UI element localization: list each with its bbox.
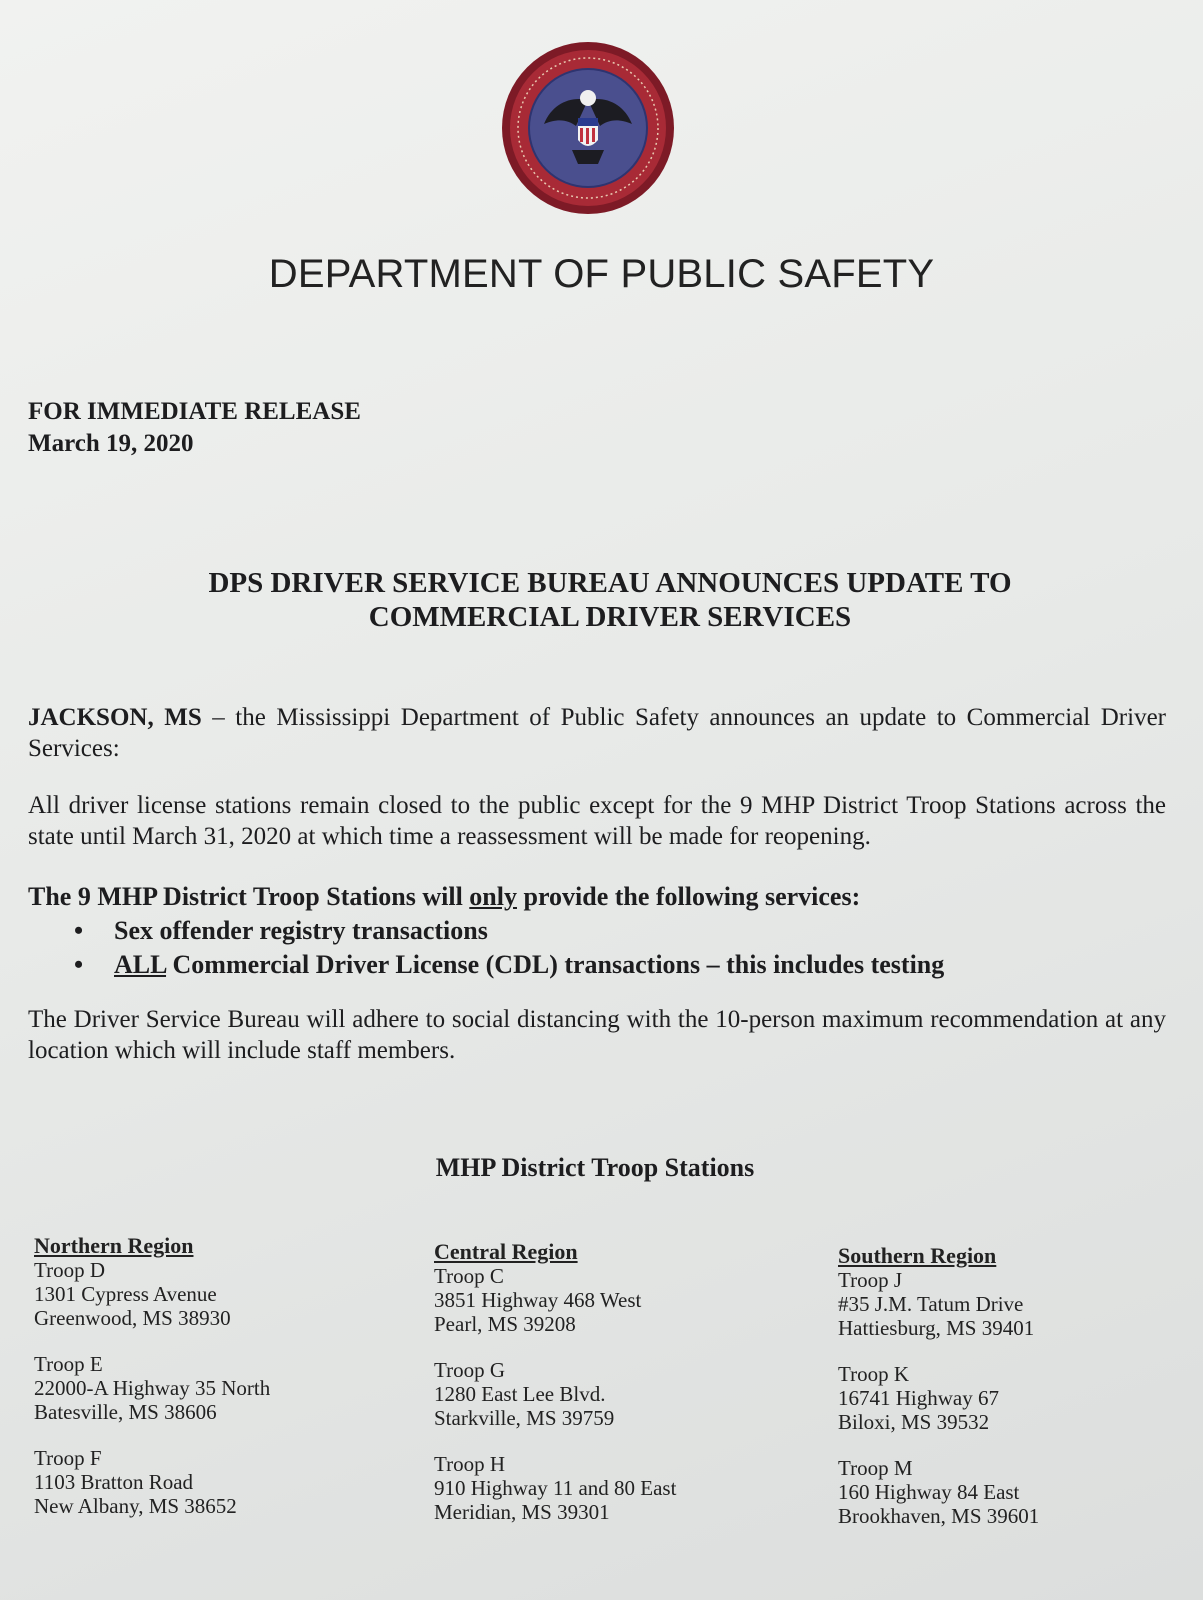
services-lead-emphasis: only bbox=[469, 882, 517, 911]
troop-street: 160 Highway 84 East bbox=[838, 1480, 1020, 1504]
service-1: Sex offender registry transactions bbox=[114, 916, 488, 945]
services-block bbox=[28, 880, 1168, 982]
release-block bbox=[28, 396, 361, 460]
troop-city: Greenwood, MS 38930 bbox=[34, 1306, 231, 1330]
release-label: FOR IMMEDIATE RELEASE bbox=[28, 398, 361, 425]
troop-name: Troop E bbox=[34, 1352, 103, 1376]
services-lead bbox=[28, 880, 1168, 914]
troop-street: 3851 Highway 468 West bbox=[434, 1288, 642, 1312]
region-title: Southern Region bbox=[838, 1243, 997, 1268]
troop-entry bbox=[434, 1264, 794, 1336]
stations-title: MHP District Troop Stations bbox=[435, 1153, 755, 1182]
region-central bbox=[434, 1240, 794, 1546]
troop-name: Troop M bbox=[838, 1456, 913, 1480]
bullet-icon: • bbox=[74, 950, 84, 979]
services-lead-end: provide the following services: bbox=[516, 882, 861, 911]
troop-street: 16741 Highway 67 bbox=[838, 1386, 999, 1410]
troop-city: Biloxi, MS 39532 bbox=[838, 1410, 990, 1434]
troop-city: New Albany, MS 38652 bbox=[34, 1494, 237, 1518]
troop-city: Starkville, MS 39759 bbox=[434, 1406, 615, 1430]
troop-city: Meridian, MS 39301 bbox=[434, 1500, 610, 1524]
closure-paragraph: All driver license stations remain closed to the public except for the 9 MHP District Troop Stations across the state until March 31, 2020 at which time a reassessment will be made for reopening. bbox=[28, 792, 1166, 850]
troop-name: Troop G bbox=[434, 1358, 505, 1382]
intro-text: – the Mississippi Department of Public Safety announces an update to Commercial Driver Services: bbox=[28, 704, 1166, 762]
troop-entry bbox=[434, 1452, 794, 1524]
services-lead-start: The 9 MHP District Troop Stations will bbox=[28, 882, 470, 911]
release-date: March 19, 2020 bbox=[28, 430, 194, 457]
bullet-icon: • bbox=[74, 916, 84, 945]
intro-paragraph bbox=[28, 702, 1166, 764]
troop-entry bbox=[34, 1352, 394, 1424]
troop-city: Hattiesburg, MS 39401 bbox=[838, 1316, 1035, 1340]
dateline: JACKSON, MS bbox=[28, 704, 202, 731]
headline-line-1: DPS DRIVER SERVICE BUREAU ANNOUNCES UPDATE TO bbox=[208, 567, 1012, 599]
troop-name: Troop F bbox=[34, 1446, 102, 1470]
headline bbox=[40, 566, 1180, 634]
list-item bbox=[74, 914, 1168, 948]
department-seal-eagle-icon bbox=[500, 40, 676, 216]
troop-name: Troop C bbox=[434, 1264, 504, 1288]
troop-street: 22000-A Highway 35 North bbox=[34, 1376, 271, 1400]
region-title: Central Region bbox=[434, 1239, 578, 1264]
troop-name: Troop D bbox=[34, 1258, 105, 1282]
troop-name: Troop J bbox=[838, 1268, 903, 1292]
troop-street: 1103 Bratton Road bbox=[34, 1470, 194, 1494]
troop-street: 1301 Cypress Avenue bbox=[34, 1282, 217, 1306]
troop-entry bbox=[838, 1456, 1198, 1528]
troop-name: Troop H bbox=[434, 1452, 505, 1476]
list-item bbox=[74, 948, 1168, 982]
services-list bbox=[28, 914, 1168, 982]
headline-line-2: COMMERCIAL DRIVER SERVICES bbox=[368, 601, 852, 633]
troop-entry bbox=[838, 1268, 1198, 1340]
troop-name: Troop K bbox=[838, 1362, 909, 1386]
troop-street: 910 Highway 11 and 80 East bbox=[434, 1476, 677, 1500]
troop-entry bbox=[838, 1362, 1198, 1434]
region-title: Northern Region bbox=[34, 1233, 194, 1258]
region-southern bbox=[838, 1244, 1198, 1550]
department-header: DEPARTMENT OF PUBLIC SAFETY bbox=[268, 252, 935, 296]
troop-entry bbox=[434, 1358, 794, 1430]
troop-entry bbox=[34, 1258, 394, 1330]
service-2: Commercial Driver License (CDL) transactions – this includes testing bbox=[166, 950, 945, 979]
region-northern bbox=[34, 1234, 394, 1540]
troop-city: Batesville, MS 38606 bbox=[34, 1400, 217, 1424]
troop-street: #35 J.M. Tatum Drive bbox=[838, 1292, 1024, 1316]
troop-city: Pearl, MS 39208 bbox=[434, 1312, 576, 1336]
service-2-emphasis: ALL bbox=[114, 950, 167, 979]
troop-entry bbox=[34, 1446, 394, 1518]
troop-street: 1280 East Lee Blvd. bbox=[434, 1382, 606, 1406]
distancing-paragraph: The Driver Service Bureau will adhere to social distancing with the 10-person maximum recommendation at any location which will include staff members. bbox=[28, 1006, 1166, 1064]
troop-city: Brookhaven, MS 39601 bbox=[838, 1504, 1040, 1528]
